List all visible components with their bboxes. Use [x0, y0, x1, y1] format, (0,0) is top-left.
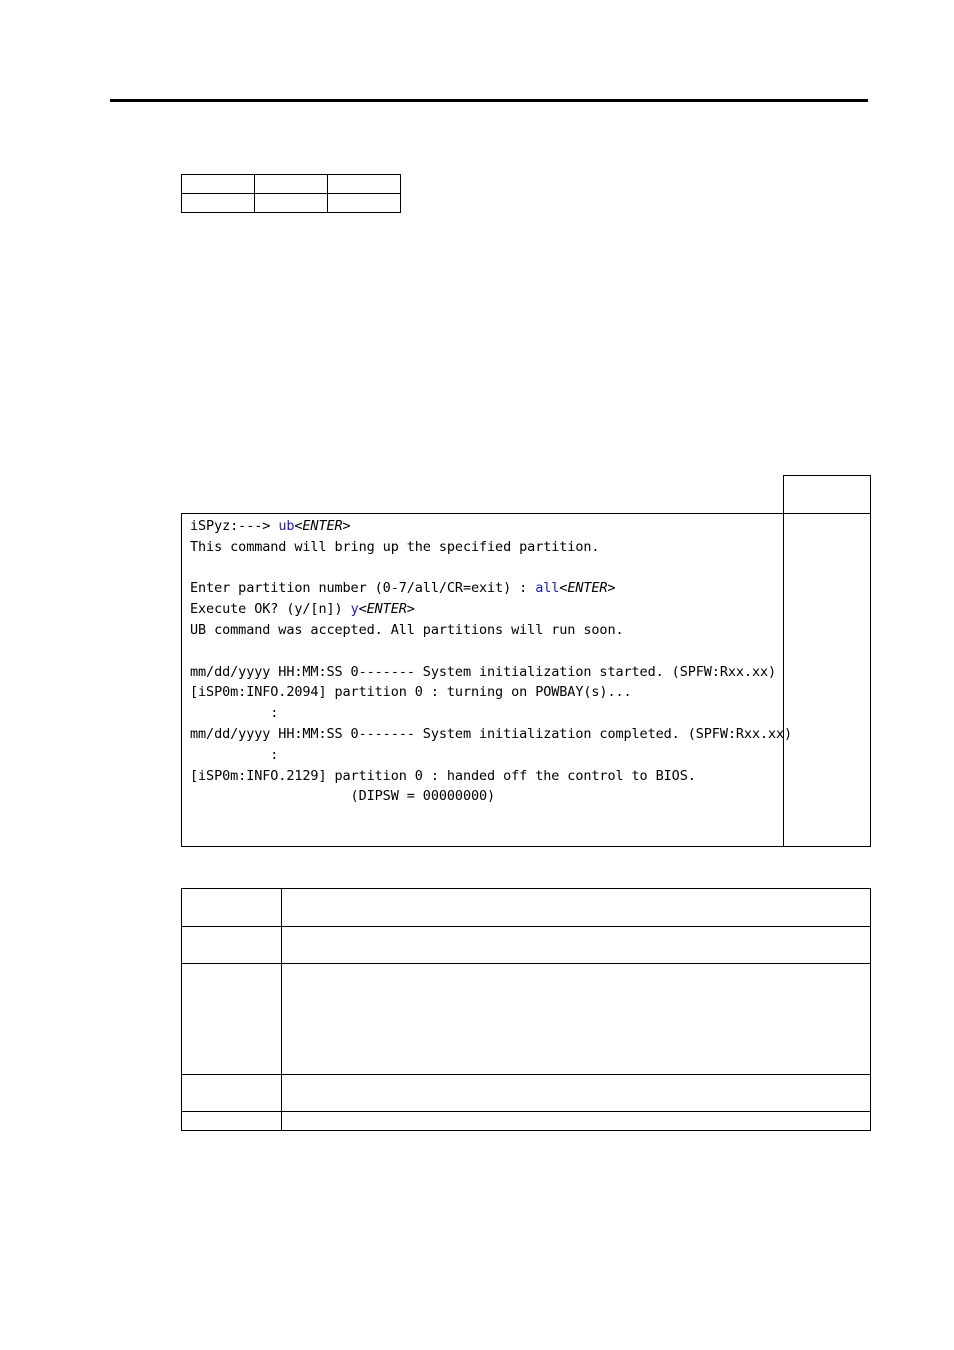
- console-text-segment: (DIPSW = 00000000): [190, 788, 496, 805]
- user-input-text: y: [350, 601, 359, 618]
- console-line: [190, 558, 792, 579]
- enter-key-text: <ENTER>: [559, 580, 616, 597]
- console-line: [190, 703, 792, 724]
- table-cell: [182, 1112, 282, 1131]
- console-text-segment: This command will bring up the specified partition.: [190, 538, 600, 555]
- table-cell: [328, 194, 401, 213]
- console-line: [190, 641, 792, 662]
- console-line: [190, 537, 792, 558]
- table-row: [182, 964, 871, 1075]
- table-cell: [182, 194, 255, 213]
- console-header-cell: [783, 475, 871, 514]
- user-input-text: all: [535, 580, 560, 597]
- console-line: [190, 620, 792, 641]
- table-cell: [182, 889, 282, 927]
- console-line: [190, 786, 792, 807]
- console-line: [190, 578, 792, 599]
- console-text-segment: UB command was accepted. All partitions will run soon.: [190, 621, 624, 638]
- console-text-segment: [iSP0m:INFO.2129] partition 0 : handed off the control to BIOS.: [190, 767, 696, 784]
- console-text-segment: mm/dd/yyyy HH:MM:SS 0------- System initialization completed. (SPFW:Rxx.xx): [190, 725, 793, 742]
- table-cell: [182, 1075, 282, 1112]
- console-output: [190, 516, 792, 807]
- table-cell: [182, 927, 282, 964]
- enter-key-text: <ENTER>: [358, 601, 415, 618]
- table-row: [182, 927, 871, 964]
- description-table: [181, 888, 871, 1131]
- console-line: [190, 766, 792, 787]
- console-text-segment: :: [190, 705, 279, 722]
- console-line: [190, 745, 792, 766]
- table-cell: [182, 964, 282, 1075]
- table-cell: [282, 1075, 871, 1112]
- console-text-segment: Execute OK? (y/[n]): [190, 601, 351, 618]
- table-cell: [282, 1112, 871, 1131]
- summary-table: [181, 174, 401, 213]
- console-line: [190, 662, 792, 683]
- console-output-box: [181, 513, 871, 847]
- table-row: [182, 1112, 871, 1131]
- console-line: [190, 599, 792, 620]
- table-row: [182, 889, 871, 927]
- console-text-segment: :: [190, 746, 279, 763]
- table-cell: [282, 964, 871, 1075]
- table-row: [182, 1075, 871, 1112]
- page-header-rule: [110, 99, 868, 102]
- enter-key-text: <ENTER>: [294, 518, 351, 534]
- table-cell: [255, 194, 328, 213]
- console-text-segment: iSPyz:--->: [190, 518, 279, 534]
- console-line: [190, 724, 792, 745]
- console-text-segment: [iSP0m:INFO.2094] partition 0 : turning on POWBAY(s)...: [190, 684, 632, 701]
- console-line: [190, 682, 792, 703]
- table-cell: [182, 175, 255, 194]
- table-cell: [282, 889, 871, 927]
- table-cell: [255, 175, 328, 194]
- table-row: [182, 175, 401, 194]
- user-input-text: ub: [278, 518, 295, 534]
- console-line: [190, 516, 792, 537]
- table-row: [182, 194, 401, 213]
- table-cell: [328, 175, 401, 194]
- console-text-segment: Enter partition number (0-7/all/CR=exit) :: [190, 580, 536, 597]
- console-text-segment: mm/dd/yyyy HH:MM:SS 0------- System initialization started. (SPFW:Rxx.xx): [190, 663, 777, 680]
- table-cell: [282, 927, 871, 964]
- console-example: [181, 475, 870, 847]
